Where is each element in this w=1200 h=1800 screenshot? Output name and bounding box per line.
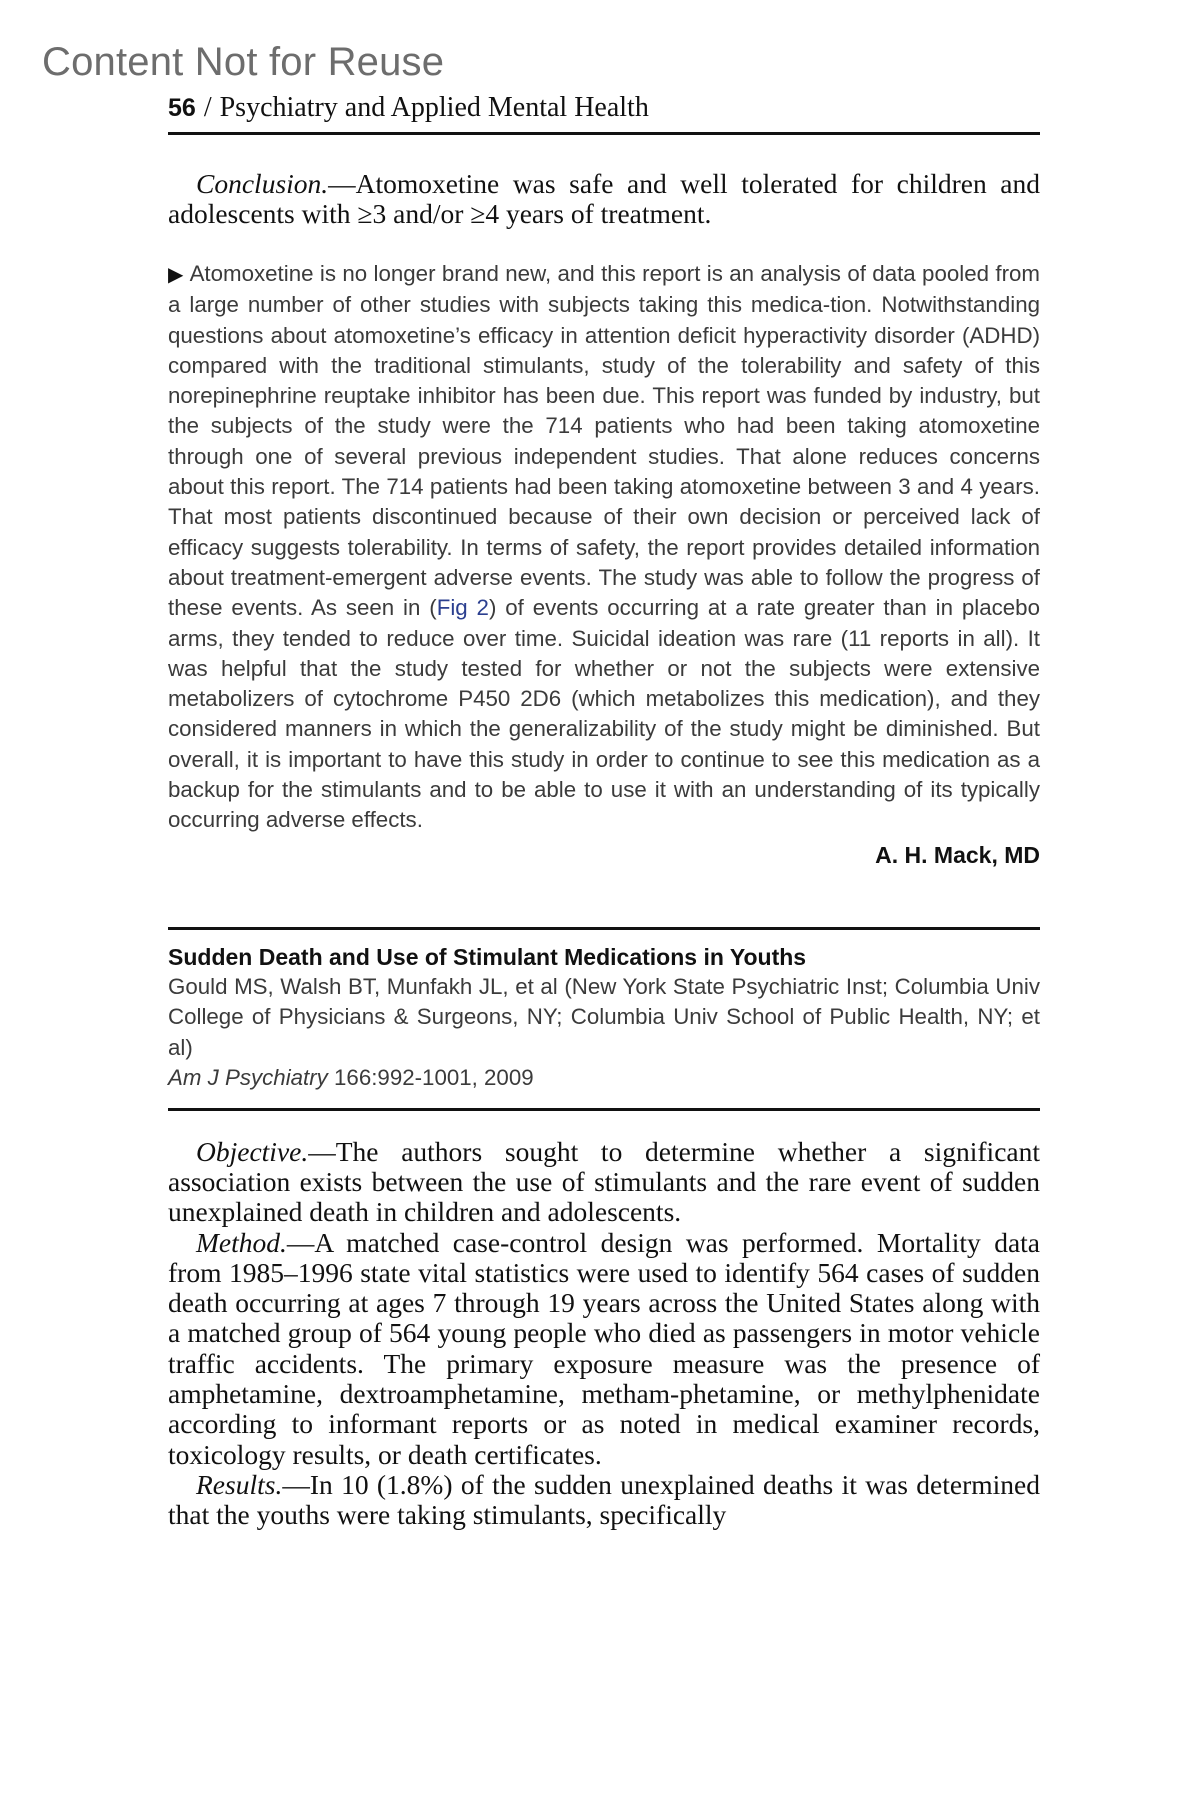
conclusion-label: Conclusion. — [196, 168, 329, 199]
watermark: Content Not for Reuse — [42, 40, 445, 84]
commentary-text-part1: Atomoxetine is no longer brand new, and this report is an analysis of data pooled from a large number of other studies with subjects taking this medica-tion. Notwithstanding questions about atomoxetine’s efficacy in attention deficit hyperactivity disorder (ADHD) compared with the traditional stimulants, study of the tolerability and safety of this norepinephrine reuptake inhibitor has been due. This report was funded by industry, but the subjects of the study were the 714 patients who had been taking atomoxetine through one of several previous independent studies. That alone reduces concerns about this report. The 714 patients had been taking atomoxetine between 3 and 4 years. That most patients discontinued because of their own decision or perceived lack of efficacy suggests tolerability. In terms of safety, the report provides detailed information about treatment-emergent adverse events. The study was able to follow the progress of these events. As seen in ( — [168, 261, 1040, 621]
article-header — [168, 930, 1040, 1108]
running-head-separator: / — [203, 92, 212, 123]
commentary-signature: A. H. Mack, MD — [875, 841, 1040, 868]
objective-text: —The authors sought to determine whether a significant association exists between the use of stimulants and the rare event of sudden unexplained death in children and adolescents. — [168, 1135, 1040, 1228]
commentary-paragraph — [168, 259, 1040, 836]
running-head — [168, 88, 1040, 128]
article-title: Sudden Death and Use of Stimulant Medications in Youths — [168, 943, 807, 970]
results-paragraph — [168, 1470, 1040, 1531]
article-authors: Gould MS, Walsh BT, Munfakh JL, et al (New York State Psychiatric Inst; Columbia Univ College of Physicians & Surgeons, NY; Columbia Univ School of Public Health, NY; et al) — [168, 973, 1040, 1060]
figure-reference-link[interactable]: Fig 2 — [436, 595, 489, 621]
page-number: 56 — [168, 94, 196, 122]
commentary-text-part2: ) of events occurring at a rate greater than in placebo arms, they tended to reduce over time. Suicidal ideation was rare (11 reports in all). It was helpful that the study tested for whether or not the subjects were extensive metabolizers of cytochrome P450 2D6 (which metabolizes this medication), and they considered manners in which the generalizability of the study might be diminished. But overall, it is important to have this study in order to continue to see this medication as a backup for the stimulants and to be able to use it with an understanding of its typically occurring adverse effects. — [168, 595, 1040, 833]
objective-paragraph — [168, 1137, 1040, 1228]
method-label: Method. — [196, 1226, 287, 1258]
method-paragraph — [168, 1228, 1040, 1470]
triangle-marker-icon: ▶ — [168, 264, 184, 286]
conclusion-text: —Atomoxetine was safe and well tolerated for children and adolescents with ≥3 and/or ≥4 years of treatment. — [168, 168, 1040, 229]
results-text: —In 10 (1.8%) of the sudden unexplained deaths it was determined that the youths were taking stimulants, specifically — [168, 1468, 1040, 1531]
method-text: —A matched case-control design was performed. Mortality data from 1985–1996 state vital statistics were used to identify 564 cases of sudden death occurring at ages 7 through 19 years across the United States along with a matched group of 564 young people who died as passengers in motor vehicle traffic accidents. The primary exposure measure was the presence of amphetamine, dextroamphetamine, metham-phetamine, or methylphenidate according to informant reports or as noted in medical examiner records, toxicology results, or death certificates. — [168, 1226, 1040, 1470]
header-rule — [168, 132, 1040, 135]
objective-label: Objective. — [196, 1135, 309, 1167]
article-journal: Am J Psychiatry — [168, 1065, 328, 1091]
article-citation — [168, 1063, 1040, 1094]
article-volume-pages: 166:992-1001, 2009 — [327, 1065, 534, 1091]
conclusion-paragraph — [168, 169, 1040, 229]
abstract — [168, 1137, 1040, 1531]
article-bottom-rule — [168, 1108, 1040, 1111]
journal-name: Psychiatry and Applied Mental Health — [219, 92, 649, 123]
results-label: Results. — [196, 1468, 283, 1500]
page-content — [168, 88, 1040, 1531]
